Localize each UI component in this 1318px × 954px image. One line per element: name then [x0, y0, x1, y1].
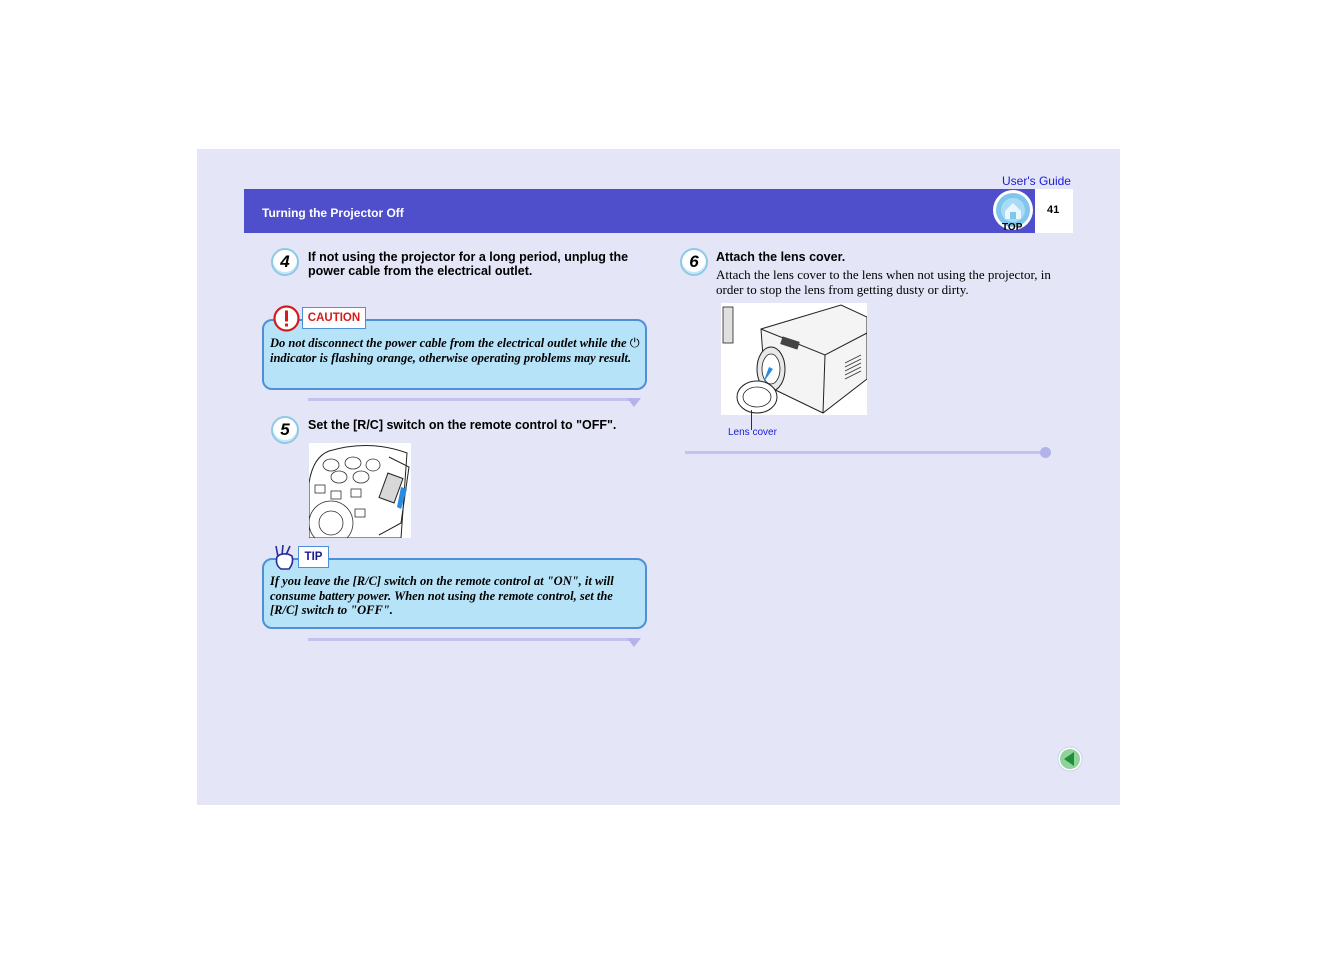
tip-text: If you leave the [R/C] switch on the remote control at "ON", it will consume battery power. When not using the remote control, set the [R/C] switch to "OFF".	[270, 574, 614, 617]
back-arrow-icon	[1057, 746, 1083, 772]
step-4-badge: 4	[271, 248, 299, 276]
step-5-title: Set the [R/C] switch on the remote control to "OFF".	[308, 418, 617, 432]
section-divider	[308, 398, 638, 401]
page-title: Turning the Projector Off	[262, 206, 404, 220]
top-label: TOP	[1002, 222, 1023, 233]
step-6-body: Attach the lens cover to the lens when not using the projector, in order to stop the lens from getting dusty or dirty.	[716, 267, 1051, 297]
lens-cover-caption: Lens cover	[728, 427, 777, 438]
page-number: 41	[1047, 204, 1060, 216]
step-5-badge: 5	[271, 416, 299, 444]
section-divider-3	[685, 451, 1047, 454]
remote-control-illustration	[309, 443, 411, 538]
users-guide-link[interactable]: User's Guide	[1002, 174, 1071, 188]
divider-arrow-icon-2	[627, 638, 641, 647]
step-6-title: Attach the lens cover.	[716, 250, 846, 264]
back-button[interactable]	[1057, 746, 1083, 772]
tip-label: TIP	[298, 546, 329, 568]
caution-text-end: indicator is flashing orange, otherwise operating problems may result.	[270, 350, 632, 365]
divider-end-dot	[1040, 447, 1051, 458]
step-4-title: If not using the projector for a long period, unplug the power cable from the electrical outlet.	[308, 250, 629, 278]
caution-text-start: Do not disconnect the power cable from the electrical outlet while the	[270, 336, 627, 350]
section-divider-2	[308, 638, 638, 641]
caution-label: CAUTION	[302, 307, 366, 329]
step-6-badge: 6	[680, 248, 708, 276]
power-icon: ⏻	[629, 336, 640, 350]
caution-icon	[273, 305, 300, 332]
top-button[interactable]	[992, 189, 1036, 235]
projector-illustration	[721, 303, 867, 415]
divider-arrow-icon	[627, 398, 641, 407]
caution-text	[270, 336, 640, 365]
tip-hand-icon	[272, 543, 298, 571]
